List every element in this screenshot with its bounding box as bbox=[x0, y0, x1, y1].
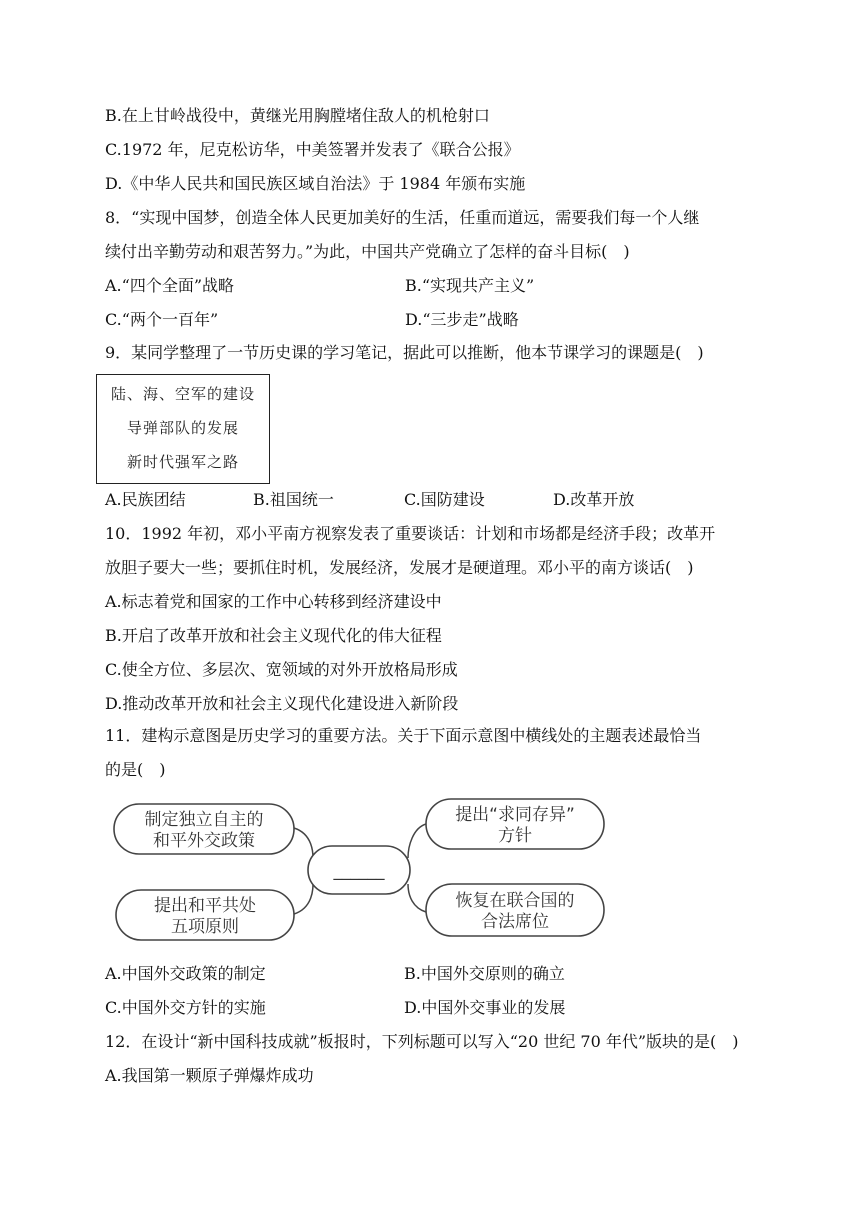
q10-stem-line2: 放胆子要大一些；要抓住时机，发展经济，发展才是硬道理。邓小平的南方谈话( ) bbox=[105, 558, 694, 577]
q9-stem: 9．某同学整理了一节历史课的学习笔记，据此可以推断，他本节课学习的课题是( ) bbox=[105, 343, 704, 362]
top-left-line1: 制定独立自主的 bbox=[144, 810, 264, 830]
study-notes-box bbox=[96, 374, 270, 484]
q7-option-d: D.《中华人民共和国民族区域自治法》于 1984 年颁布实施 bbox=[105, 174, 526, 193]
q10-stem-line1: 10．1992 年初，邓小平南方视察发表了重要谈话：计划和市场都是经济手段；改革开 bbox=[105, 524, 716, 543]
bottom-left-line2: 五项原则 bbox=[171, 917, 239, 937]
q8-option-c: C.“两个一百年” bbox=[105, 310, 219, 329]
q7-option-b: B.在上甘岭战役中，黄继光用胸膛堵住敌人的机枪射口 bbox=[105, 106, 490, 125]
q10-option-b: B.开启了改革开放和社会主义现代化的伟大征程 bbox=[105, 626, 442, 645]
q9-option-b: B.祖国统一 bbox=[253, 490, 334, 509]
top-right-line2: 方针 bbox=[498, 826, 532, 846]
top-right-line1: 提出“求同存异” bbox=[455, 805, 575, 825]
q10-option-d: D.推动改革开放和社会主义现代化建设进入新阶段 bbox=[105, 694, 459, 713]
bottom-left-line1: 提出和平共处 bbox=[154, 896, 256, 916]
q11-option-d: D.中国外交事业的发展 bbox=[404, 998, 566, 1017]
q8-stem-line1: 8．“实现中国梦，创造全体人民更加美好的生活，任重而道远，需要我们每一个人继 bbox=[105, 208, 700, 227]
q9-option-d: D.改革开放 bbox=[553, 490, 635, 509]
q11-stem-line1: 11．建构示意图是历史学习的重要方法。关于下面示意图中横线处的主题表述最恰当 bbox=[105, 726, 702, 745]
q11-option-b: B.中国外交原则的确立 bbox=[404, 964, 565, 983]
q12-stem: 12．在设计“新中国科技成就”板报时，下列标题可以写入“20 世纪 70 年代”版块的是( ) bbox=[105, 1032, 739, 1051]
note-line-1: 陆、海、空军的建设 bbox=[110, 385, 255, 403]
top-left-line2: 和平外交政策 bbox=[153, 831, 255, 851]
bottom-right-line1: 恢复在联合国的 bbox=[455, 891, 575, 911]
bottom-right-line2: 合法席位 bbox=[481, 912, 549, 932]
q9-option-c: C.国防建设 bbox=[404, 490, 485, 509]
q9-option-a: A.民族团结 bbox=[105, 490, 186, 509]
note-line-2: 导弹部队的发展 bbox=[126, 419, 239, 437]
note-line-3: 新时代强军之路 bbox=[126, 453, 239, 471]
q8-option-a: A.“四个全面”战略 bbox=[105, 276, 235, 295]
q7-option-c: C.1972 年，尼克松访华，中美签署并发表了《联合公报》 bbox=[105, 140, 520, 159]
q11-stem-line2: 的是( ) bbox=[105, 760, 166, 779]
q12-option-a: A.我国第一颗原子弹爆炸成功 bbox=[105, 1066, 314, 1085]
q11-option-a: A.中国外交政策的制定 bbox=[105, 964, 266, 983]
q8-option-b: B.“实现共产主义” bbox=[405, 276, 535, 295]
q8-option-d: D.“三步走”战略 bbox=[405, 310, 519, 329]
diplomacy-concept-diagram bbox=[108, 796, 618, 952]
q11-option-c: C.中国外交方针的实施 bbox=[105, 998, 266, 1017]
q8-stem-line2: 续付出辛勤劳动和艰苦努力。”为此，中国共产党确立了怎样的奋斗目标( ) bbox=[105, 242, 630, 261]
q10-option-c: C.使全方位、多层次、宽领域的对外开放格局形成 bbox=[105, 660, 458, 679]
center-blank: ______ bbox=[333, 861, 385, 881]
q10-option-a: A.标志着党和国家的工作中心转移到经济建设中 bbox=[105, 592, 442, 611]
